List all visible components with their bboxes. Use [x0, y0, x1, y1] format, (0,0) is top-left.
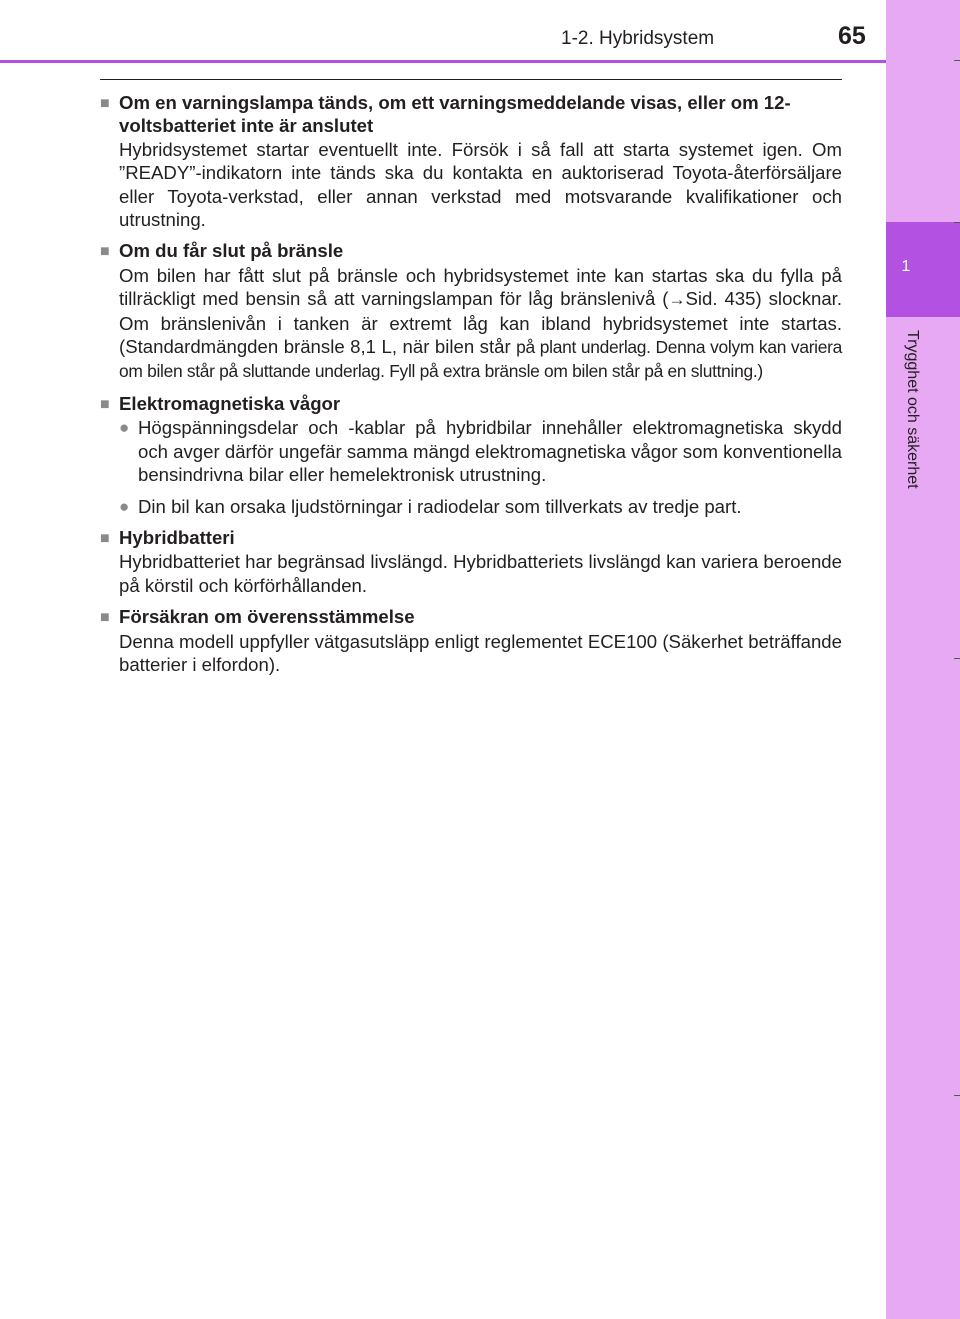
content-rule — [100, 79, 842, 80]
edge-tick — [954, 658, 960, 659]
edge-tick — [954, 60, 960, 61]
header-rule — [0, 60, 886, 63]
edge-tick — [954, 222, 960, 223]
body-text: Om bilen har fått slut på bränsle och hybridsystemet inte kan startas ska du fylla på tillräckligt med bensin så att varningslampan för låg bränslenivå ( — [119, 264, 842, 310]
page-content — [100, 91, 842, 684]
body-text: ) slocknar. Om bränslenivån i tanken är extremt låg kan ibland hybridsystemet inte startas. (Standardmängden bränsle 8,1 L, när bilen står — [119, 288, 843, 358]
info-item — [100, 605, 842, 676]
item-body: Hybridbatteriet har begränsad livslängd. Hybridbatteriets livslängd kan variera beroende på körstil och körförhållanden. — [119, 551, 842, 596]
round-bullet-icon: ● — [119, 496, 130, 516]
chapter-title: Trygghet och säkerhet — [904, 330, 921, 489]
edge-tick — [954, 1095, 960, 1096]
info-item — [100, 526, 842, 597]
chapter-number: 1 — [901, 258, 911, 275]
item-heading: Om du får slut på bränsle — [119, 240, 344, 262]
square-bullet-icon: ■ — [100, 95, 110, 112]
arrow-right-icon: → — [668, 290, 686, 310]
page-number: 65 — [838, 22, 866, 50]
round-bullet-icon: ● — [119, 418, 130, 438]
page-reference-link[interactable]: Sid. 435 — [685, 288, 756, 310]
chapter-sidebar — [886, 0, 960, 1319]
info-item — [100, 239, 842, 383]
section-title: 1-2. Hybridsystem — [561, 28, 715, 49]
sub-item — [119, 495, 842, 518]
sub-item-text: Högspänningsdelar och -kablar på hybridbilar innehåller elektromagnetiska skydd och avger därför ungefär samma mängd elektromagnetiska vågor som konventionella bensindrivna bilar eller hemelektronisk utrustning. — [138, 417, 842, 486]
info-item — [100, 91, 842, 231]
item-body: Denna modell uppfyller vätgasutsläpp enligt reglementet ECE100 (Säkerhet beträffande batterier i elfordon). — [119, 630, 842, 675]
square-bullet-icon: ■ — [100, 609, 110, 627]
info-item — [100, 392, 842, 518]
square-bullet-icon: ■ — [100, 529, 110, 547]
item-heading: Om en varningslampa tänds, om ett varningsmeddelande visas, eller om 12-voltsbatteriet inte är anslutet — [119, 92, 791, 137]
sub-item — [119, 416, 842, 486]
sub-item-text: Din bil kan orsaka ljudstörningar i radiodelar som tillverkats av tredje part. — [138, 495, 742, 517]
item-heading: Hybridbatteri — [119, 526, 235, 548]
item-heading: Elektromagnetiska vågor — [119, 392, 341, 414]
square-bullet-icon: ■ — [100, 243, 110, 261]
item-body: Hybridsystemet startar eventuellt inte. Försök i så fall att starta systemet igen. Om ”READY”-indikatorn inte tänds ska du kontakta en auktoriserad Toyota-återförsäljare eller Toyota-verkstad, eller annan verkstad med motsvarande kvalifikationer och utrustning. — [119, 138, 842, 231]
body-text: på plant underlag. Denna volym kan variera om bilen står på sluttande underlag. Fyll på extra bränsle om bilen står på en sluttning.) — [119, 337, 842, 382]
item-body — [119, 264, 842, 384]
square-bullet-icon: ■ — [100, 395, 110, 413]
item-heading: Försäkran om överensstämmelse — [119, 606, 415, 628]
